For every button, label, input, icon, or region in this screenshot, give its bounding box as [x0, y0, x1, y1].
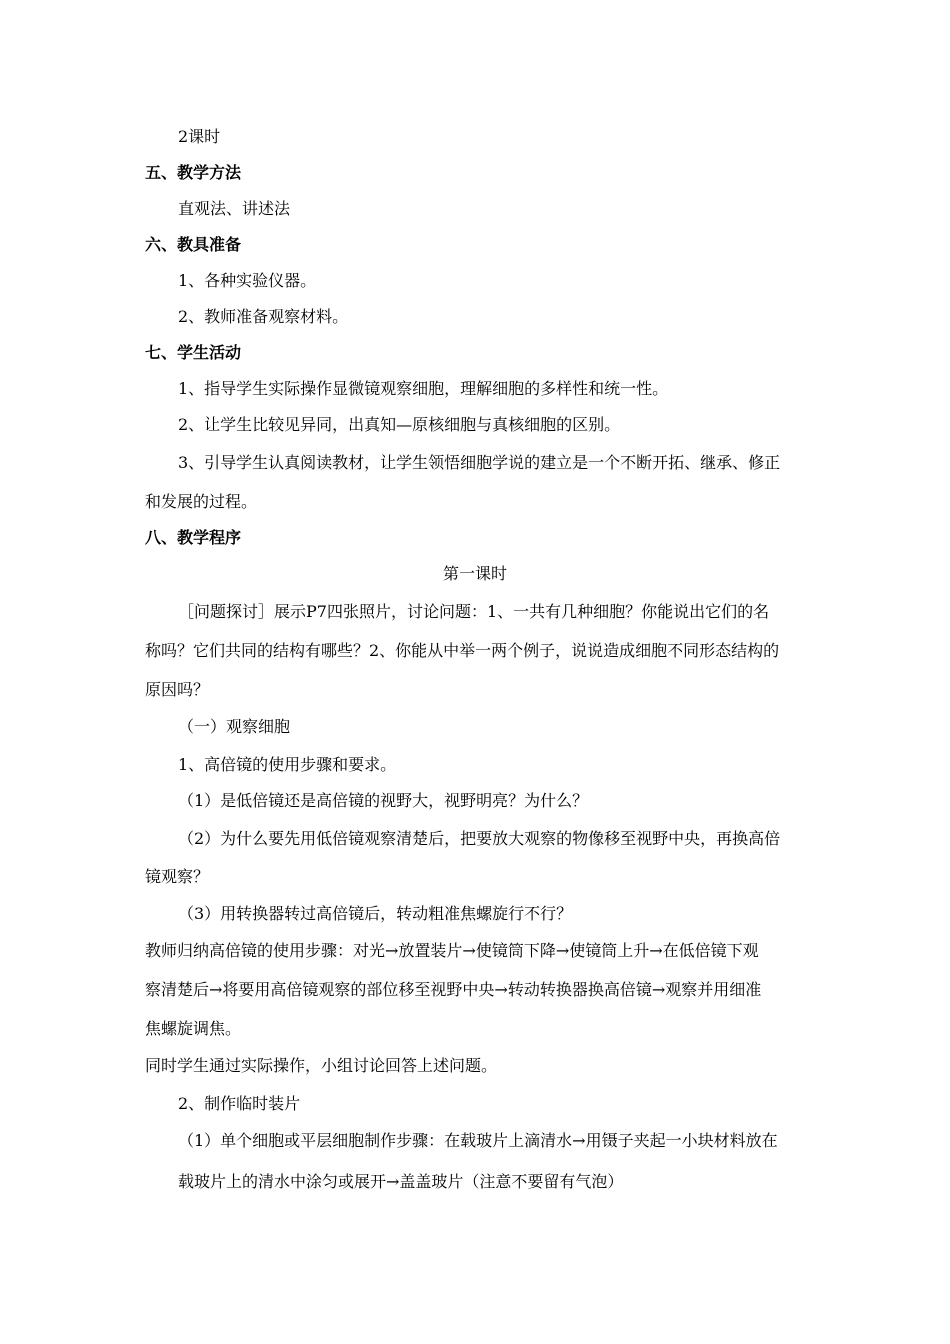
section-heading-teaching-method: 五、教学方法 — [145, 163, 242, 182]
question-2-line-1: （2）为什么要先用低倍镜观察清楚后，把要放大观察的物像移至视野中央，再换高倍 — [178, 829, 781, 848]
teaching-aids-item-2: 2、教师准备观察材料。 — [178, 307, 349, 326]
teaching-method-text: 直观法、讲述法 — [178, 199, 291, 218]
subsection-observe-cells: （一）观察细胞 — [178, 717, 291, 736]
student-activity-3: 3、引导学生认真阅读教材，让学生领悟细胞学说的建立是一个不断开拓、继承、修正 — [178, 453, 781, 472]
section-heading-teaching-procedure: 八、教学程序 — [145, 528, 242, 547]
question-3: （3）用转换器转过高倍镜后，转动粗准焦螺旋行不行？ — [178, 904, 573, 923]
student-activity-2: 2、让学生比较见异同，出真知—原核细胞与真核细胞的区别。 — [178, 415, 621, 434]
question-1: （1）是低倍镜还是高倍镜的视野大，视野明亮？为什么？ — [178, 791, 589, 810]
slide-steps-line-1: （1）单个细胞或平层细胞制作步骤：在载玻片上滴清水→用镊子夹起一小块材料放在 — [178, 1131, 778, 1150]
teacher-summary-line-2: 察清楚后→将要用高倍镜观察的部位移至视野中央→转动转换器换高倍镜→观察并用细准 — [145, 980, 762, 999]
question-2-line-2: 镜观察？ — [145, 867, 210, 886]
discussion-paragraph-line-2: 称吗？它们共同的结构有哪些？2、你能从中举一两个例子，说说造成细胞不同形态结构的 — [145, 641, 780, 660]
student-activity-3-continued: 和发展的过程。 — [145, 492, 258, 511]
slide-steps-line-2: 载玻片上的清水中涂匀或展开→盖盖玻片（注意不要留有气泡） — [178, 1172, 624, 1191]
teacher-summary-line-1: 教师归纳高倍镜的使用步骤：对光→放置装片→使镜筒下降→使镜筒上升→在低倍镜下观 — [145, 941, 759, 960]
section-heading-teaching-aids: 六、教具准备 — [145, 235, 242, 254]
section-heading-student-activities: 七、学生活动 — [145, 343, 242, 362]
microscope-steps-heading: 1、高倍镜的使用步骤和要求。 — [178, 755, 397, 774]
discussion-paragraph-line-3: 原因吗？ — [145, 680, 210, 699]
student-discussion-note: 同时学生通过实际操作，小组讨论回答上述问题。 — [145, 1056, 498, 1075]
discussion-paragraph-line-1: ［问题探讨］展示P7四张照片，讨论问题：1、一共有几种细胞？你能说出它们的名 — [178, 602, 770, 621]
student-activity-1: 1、指导学生实际操作显微镜观察细胞，理解细胞的多样性和统一性。 — [178, 379, 669, 398]
lesson-title: 第一课时 — [442, 564, 507, 583]
teaching-aids-item-1: 1、各种实验仪器。 — [178, 271, 317, 290]
class-hours-text: 2课时 — [178, 127, 221, 146]
teacher-summary-line-3: 焦螺旋调焦。 — [145, 1019, 242, 1038]
temporary-slide-heading: 2、制作临时装片 — [178, 1094, 301, 1113]
